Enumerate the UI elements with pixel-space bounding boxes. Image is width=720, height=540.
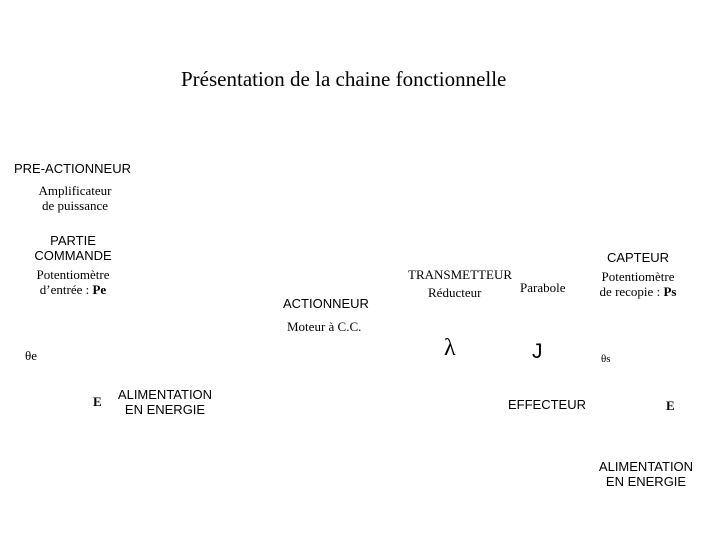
page-title: Présentation de la chaine fonctionnelle — [181, 67, 507, 91]
capteur-description — [583, 270, 693, 300]
parabole-label: Parabole — [520, 280, 566, 295]
pe-symbol: Pe — [92, 281, 107, 297]
alimentation-left-block — [108, 388, 222, 418]
effecteur-label: EFFECTEUR — [508, 397, 586, 412]
capteur-heading: CAPTEUR — [606, 250, 670, 265]
partie-commande-line2: COMMANDE — [34, 247, 112, 263]
alimentation-right-line2: EN ENERGIE — [605, 473, 687, 489]
e-left-symbol: E — [93, 394, 102, 409]
e-right-symbol: E — [666, 398, 675, 413]
pre-actionneur-description — [24, 184, 126, 214]
capteur-line1: Potentiomètre — [601, 269, 675, 284]
theta-e-symbol: θe — [25, 348, 37, 363]
partie-commande-line4-prefix: d’entrée : — [39, 281, 93, 297]
alimentation-right-block — [588, 460, 704, 490]
pre-actionneur-line2: de puissance — [41, 197, 109, 213]
partie-commande-line4 — [22, 283, 124, 298]
pre-actionneur-line1: Amplificateur — [38, 183, 112, 198]
theta-s-symbol: θs — [601, 353, 611, 365]
partie-commande-line1: PARTIE — [50, 233, 96, 248]
partie-commande-potentiometre — [22, 268, 124, 298]
alimentation-left-line2: EN ENERGIE — [124, 401, 206, 417]
transmetteur-sub: Réducteur — [428, 285, 482, 300]
actionneur-sub: Moteur à C.C. — [287, 319, 362, 334]
partie-commande-block — [22, 234, 124, 264]
ps-symbol: Ps — [663, 283, 677, 299]
alimentation-left-line1: ALIMENTATION — [117, 387, 213, 402]
actionneur-heading: ACTIONNEUR — [283, 296, 369, 311]
j-symbol: J — [532, 340, 543, 363]
alimentation-right-line1: ALIMENTATION — [598, 459, 694, 474]
pre-actionneur-heading: PRE-ACTIONNEUR — [14, 161, 132, 176]
partie-commande-line3: Potentiomètre — [36, 267, 110, 282]
lambda-symbol: λ — [444, 335, 456, 361]
transmetteur-heading: TRANSMETTEUR — [408, 267, 512, 282]
capteur-line2 — [583, 285, 693, 300]
capteur-line2-prefix: de recopie : — [599, 283, 664, 299]
